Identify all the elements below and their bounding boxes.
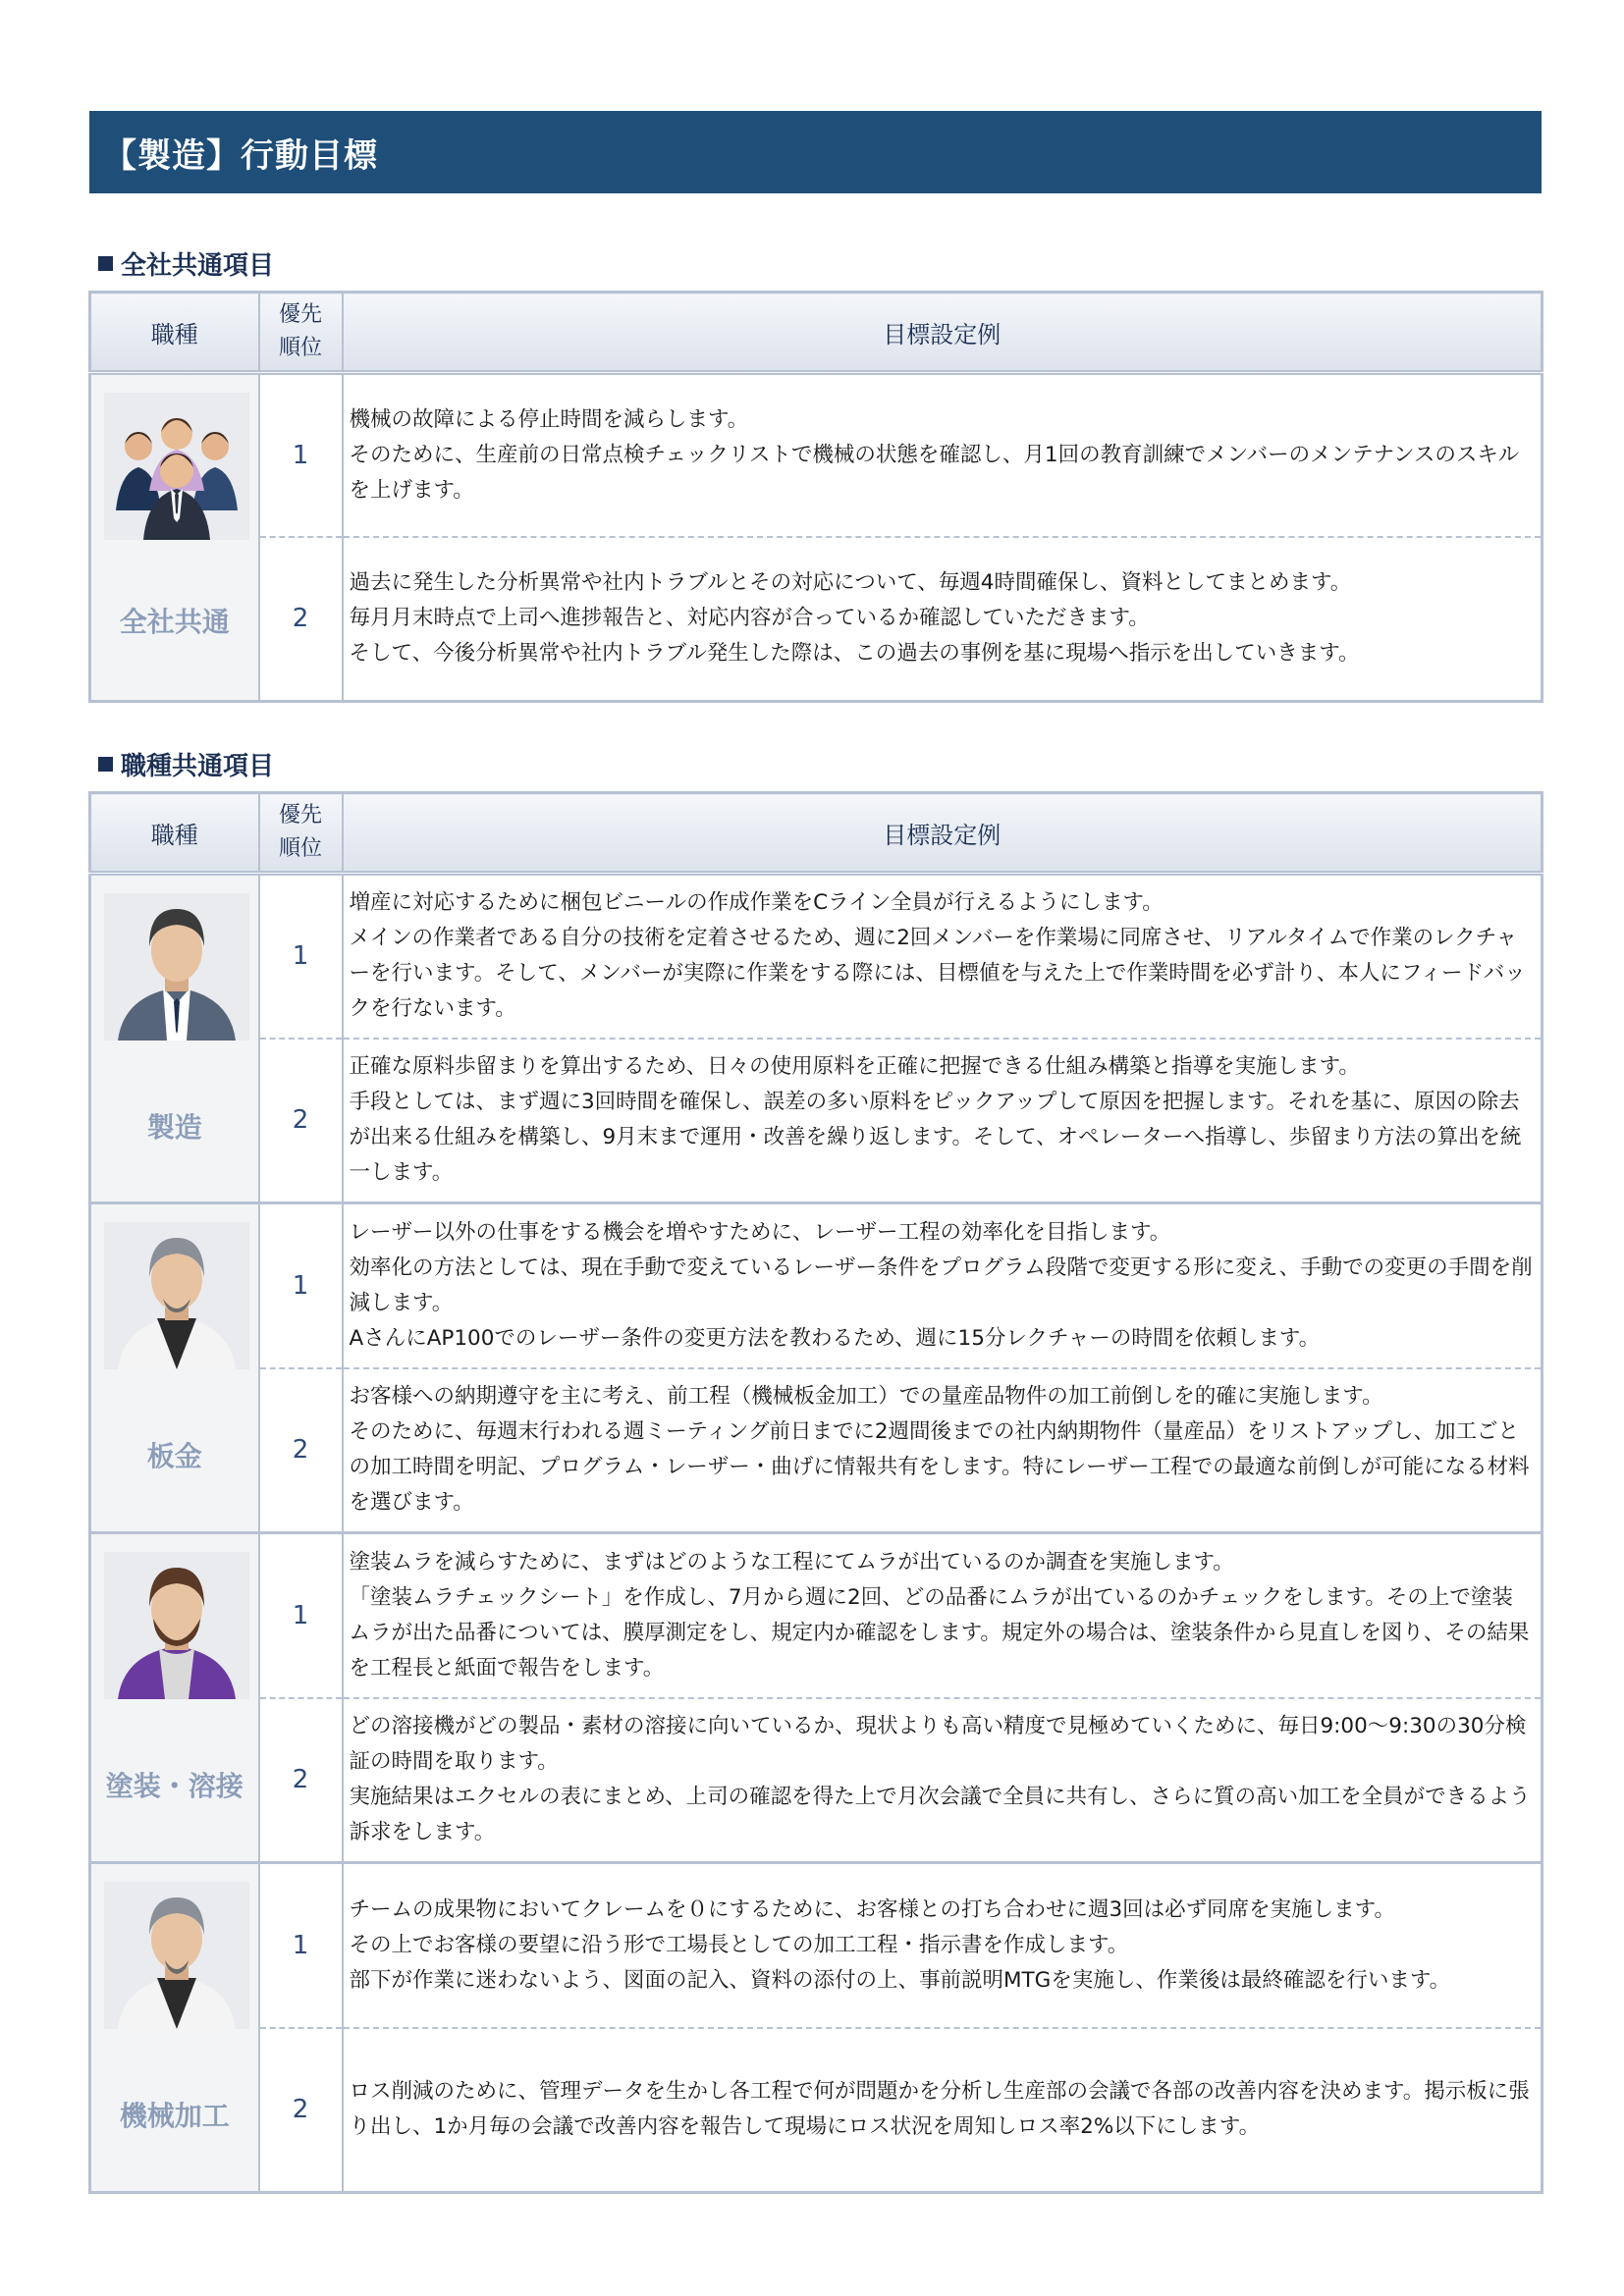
priority-cell: 2 [259, 1368, 343, 1533]
table-header-row [90, 293, 1543, 373]
goal-text: ロス削減のために、管理データを生かし各工程で何が問題かを分析し生産部の会議で各部の改善内容を決めます。掲示板に張り出し、1か月毎の会議で改善内容を報告して現場にロス状況を周知しロス率2%以下にします。 [343, 2028, 1543, 2193]
goal-text: お客様への納期遵守を主に考え、前工程（機械板金加工）での量産品物件の加工前倒しを的確に実施します。 そのために、毎週末行われる週ミーティング前日までに2週間後までの社内納期物件（量産品）をリストアップし、加工ごとの加工時間を明記、プログラム・レーザー・曲げに情報共有をします。特にレーザー工程での最適な前倒しが可能になる材料を選びます。 [343, 1368, 1543, 1533]
job-name: 全社共通 [119, 606, 230, 638]
page-title-banner [89, 111, 1542, 193]
header-job: 職種 [90, 293, 259, 373]
table-row [90, 1863, 1543, 2028]
square-bullet-icon [98, 757, 113, 772]
priority-cell: 1 [259, 1863, 343, 2028]
company-goals-table [88, 291, 1543, 703]
section-title-job: 職種共通項目 [98, 746, 274, 782]
gray-haired-man-avatar-icon [104, 1222, 249, 1369]
job-name: 塗装・溶接 [105, 1770, 244, 1802]
bearded-man-avatar-icon [104, 1552, 249, 1699]
header-goal: 目標設定例 [343, 293, 1543, 373]
table-row [90, 537, 1543, 702]
table-row [90, 1698, 1543, 1863]
goal-text: 増産に対応するために梱包ビニールの作成作業をCライン全員が行えるようにします。 メインの作業者である自分の技術を定着させるため、週に2回メンバーを作業場に同席させ、リアルタイムで作業のレクチャーを行います。そして、メンバーが実際に作業をする際には、目標値を与えた上で作業時間を必ず計り、本人にフィードバックを行ないます。 [343, 874, 1543, 1039]
team-group-icon [104, 393, 249, 540]
job-cell [90, 1533, 259, 1863]
header-priority: 優先 順位 [259, 293, 343, 373]
priority-cell: 1 [259, 1203, 343, 1368]
table-row [90, 874, 1543, 1039]
table-row [90, 1368, 1543, 1533]
businessman-avatar-icon [104, 893, 249, 1041]
table-row [90, 1533, 1543, 1698]
priority-cell: 2 [259, 1039, 343, 1203]
goal-text: 塗装ムラを減らすために、まずはどのような工程にてムラが出ているのか調査を実施します。 「塗装ムラチェックシート」を作成し、7月から週に2回、どの品番にムラが出ているのかチェックをします。その上で塗装ムラが出た品番については、膜厚測定をし、規定内か確認をします。規定外の場合は、塗装条件から見直しを図り、その結果を工程長と紙面で報告をします。 [343, 1533, 1543, 1698]
section-title-company: 全社共通項目 [98, 245, 274, 282]
priority-cell: 1 [259, 373, 343, 537]
job-cell [90, 1203, 259, 1533]
header-priority: 優先 順位 [259, 793, 343, 874]
job-goals-table [88, 791, 1543, 2194]
priority-cell: 2 [259, 537, 343, 702]
priority-cell: 1 [259, 874, 343, 1039]
priority-cell: 2 [259, 2028, 343, 2193]
job-cell [90, 874, 259, 1203]
priority-cell: 1 [259, 1533, 343, 1698]
job-name: 板金 [146, 1440, 202, 1472]
priority-cell: 2 [259, 1698, 343, 1863]
table-row [90, 373, 1543, 537]
table-row [90, 1203, 1543, 1368]
page-title: 【製造】行動目標 [103, 135, 378, 176]
goal-text: 正確な原料歩留まりを算出するため、日々の使用原料を正確に把握できる仕組み構築と指導を実施します。 手段としては、まず週に3回時間を確保し、誤差の多い原料をピックアップして原因を把握します。それを基に、原因の除去が出来る仕組みを構築し、9月末まで運用・改善を繰り返します。そして、オペレーターへ指導し、歩留まり方法の算出を統一します。 [343, 1039, 1543, 1203]
job-cell [90, 373, 259, 702]
goal-text: どの溶接機がどの製品・素材の溶接に向いているか、現状よりも高い精度で見極めていくために、毎日9:00～9:30の30分検証の時間を取ります。 実施結果はエクセルの表にまとめ、上司の確認を得た上で月次会議で全員に共有し、さらに質の高い加工を全員ができるよう訴求をします。 [343, 1698, 1543, 1863]
goal-text: レーザー以外の仕事をする機会を増やすために、レーザー工程の効率化を目指します。 効率化の方法としては、現在手動で変えているレーザー条件をプログラム段階で変更する形に変え、手動での変更の手間を削減します。 AさんにAP100でのレーザー条件の変更方法を教わるため、週に15分レクチャーの時間を依頼します。 [343, 1203, 1543, 1368]
table-row [90, 2028, 1543, 2193]
goal-text: 過去に発生した分析異常や社内トラブルとその対応について、毎週4時間確保し、資料としてまとめます。 毎月月末時点で上司へ進捗報告と、対応内容が合っているか確認していただきます。 そして、今後分析異常や社内トラブル発生した際は、この過去の事例を基に現場へ指示を出していきます。 [343, 537, 1543, 702]
table-row [90, 1039, 1543, 1203]
table-header-row [90, 793, 1543, 874]
square-bullet-icon [98, 256, 113, 271]
goatee-man-avatar-icon [104, 1882, 249, 2029]
job-name: 製造 [146, 1111, 202, 1144]
goal-text: チームの成果物においてクレームを０にするために、お客様との打ち合わせに週3回は必ず同席を実施します。 その上でお客様の要望に沿う形で工場長としての加工工程・指示書を作成します。 部下が作業に迷わないよう、図面の記入、資料の添付の上、事前説明MTGを実施し、作業後は最終確認を行います。 [343, 1863, 1543, 2028]
header-goal: 目標設定例 [343, 793, 1543, 874]
header-job: 職種 [90, 793, 259, 874]
job-cell [90, 1863, 259, 2193]
job-name: 機械加工 [119, 2100, 230, 2132]
goal-text: 機械の故障による停止時間を減らします。 そのために、生産前の日常点検チェックリストで機械の状態を確認し、月1回の教育訓練でメンバーのメンテナンスのスキルを上げます。 [343, 373, 1543, 537]
